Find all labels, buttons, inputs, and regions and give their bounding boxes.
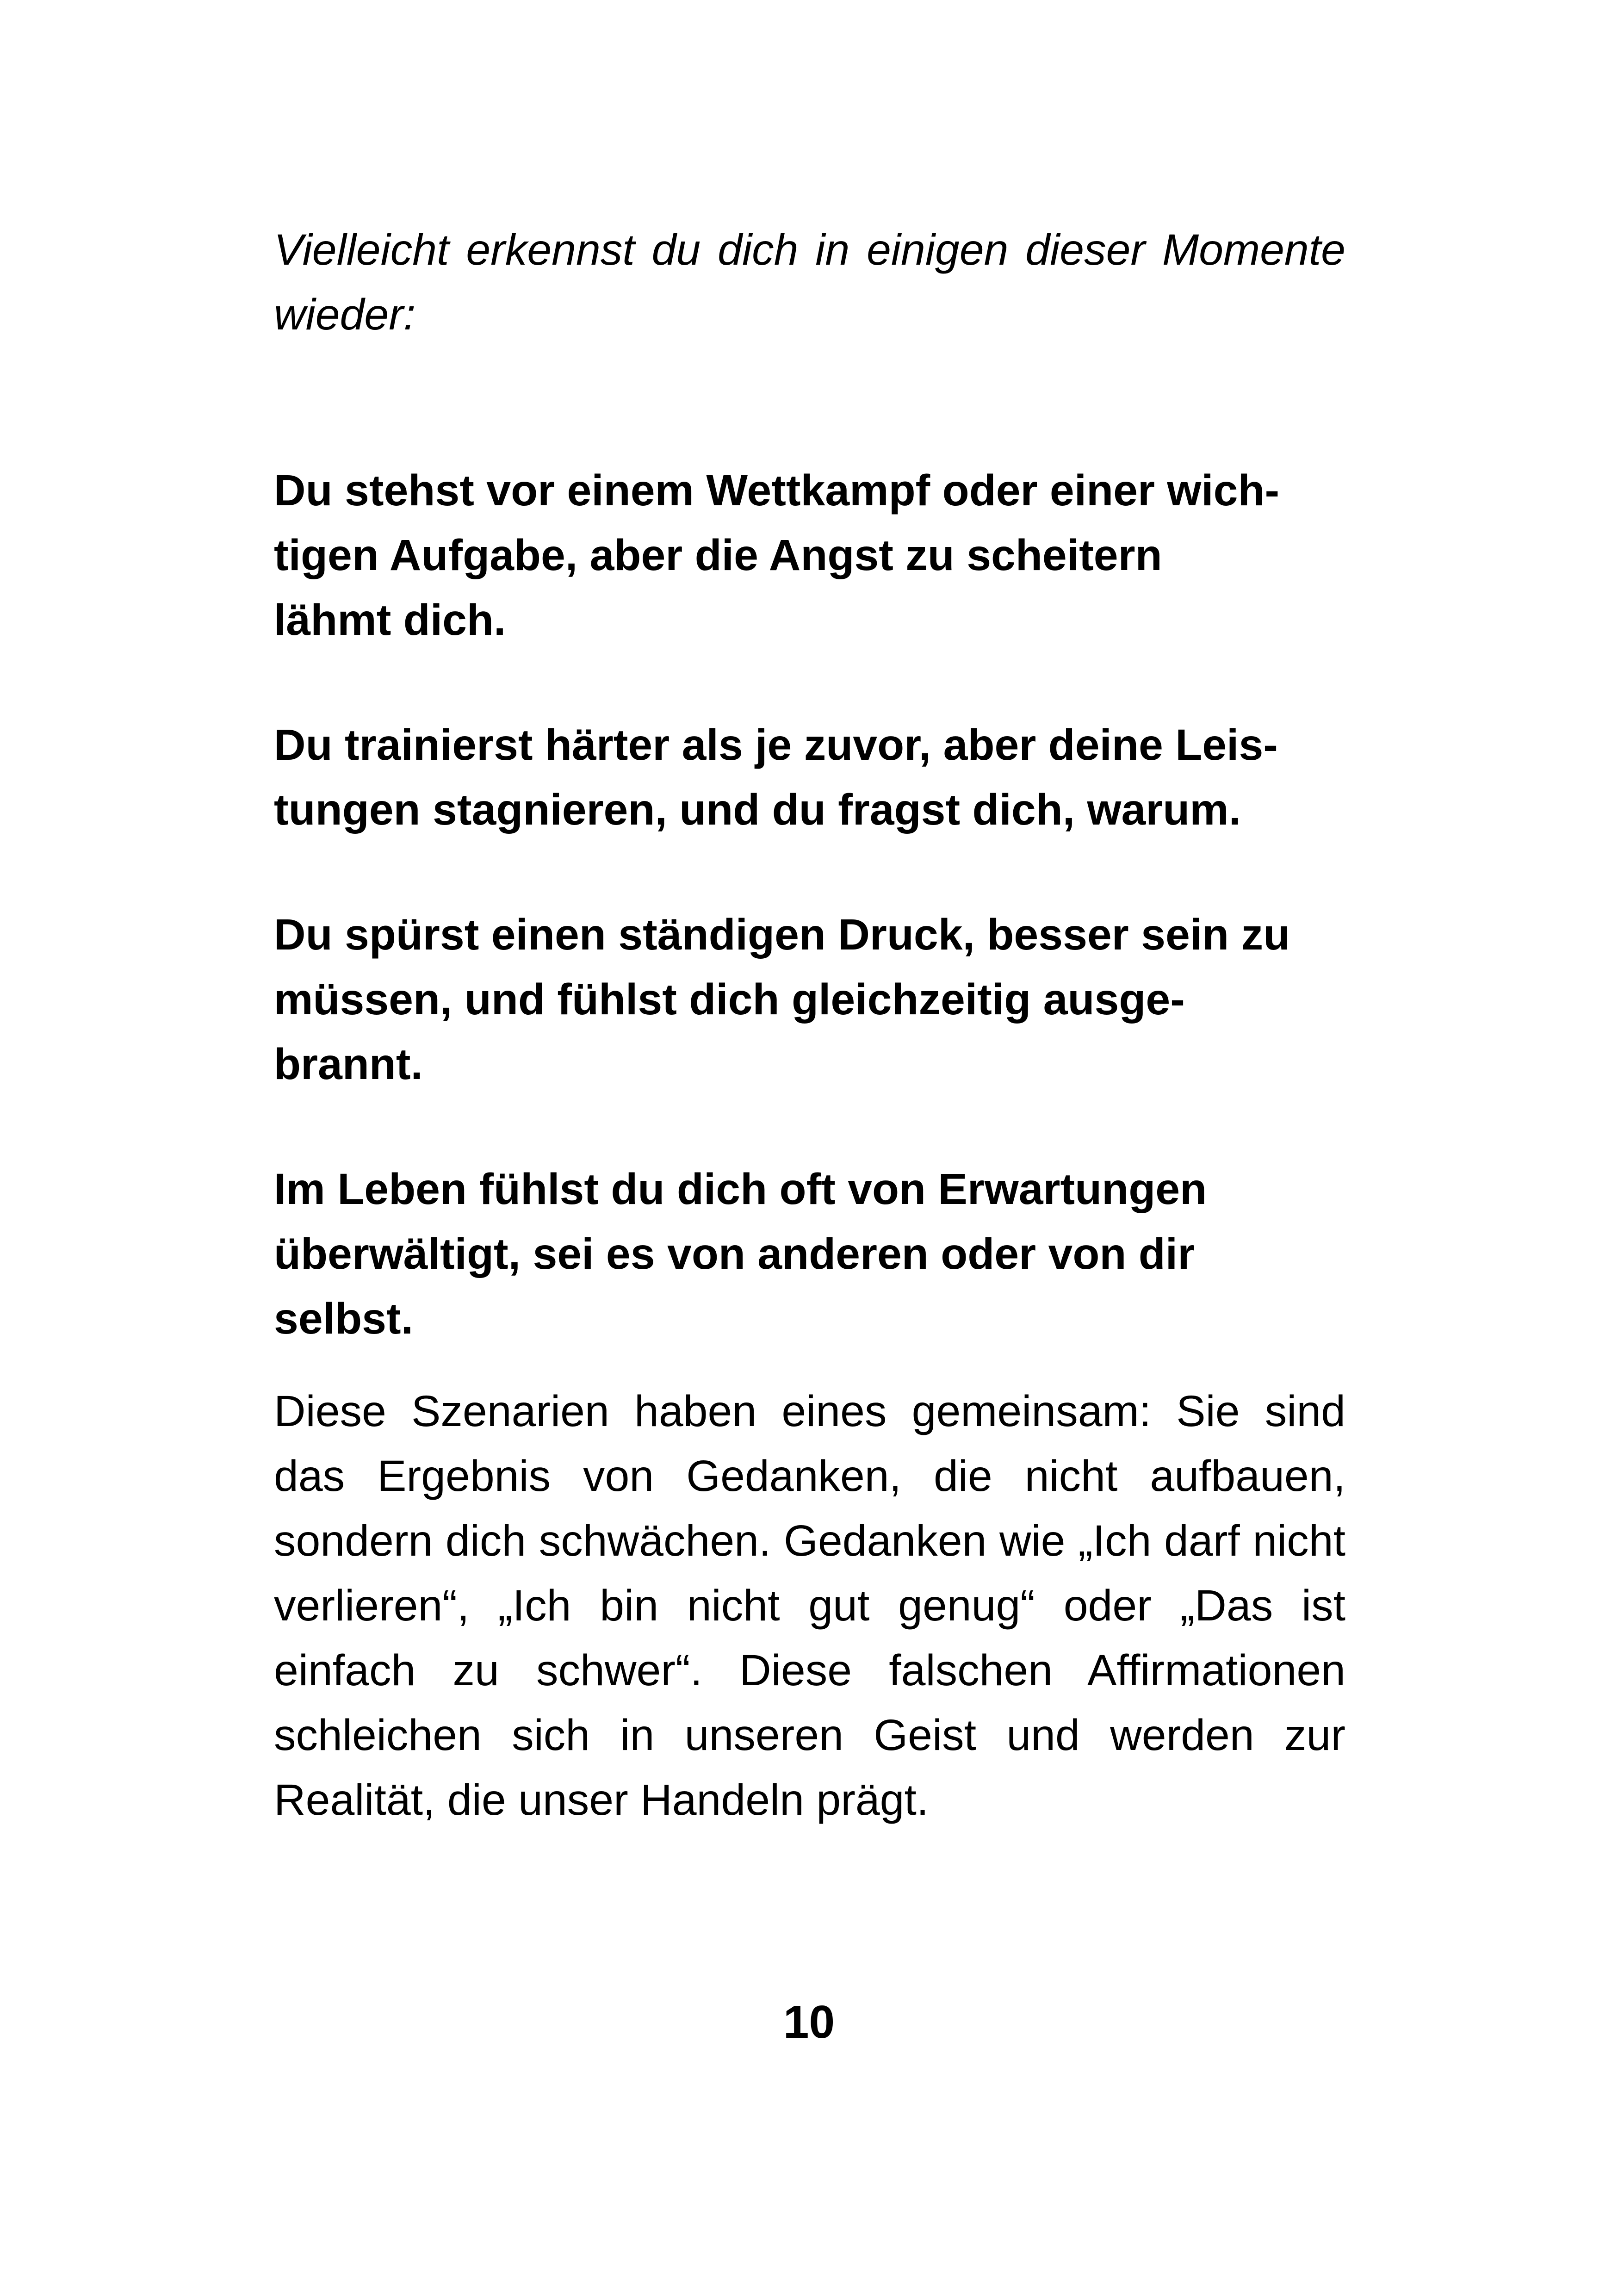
scenario-line: Du trainierst härter als je zuvor, aber deine Leis- xyxy=(274,720,1278,769)
scenario-line: lähmt dich. xyxy=(274,596,506,645)
scenario-line: tigen Aufgabe, aber die Angst zu scheitern xyxy=(274,531,1162,580)
scenario-paragraph xyxy=(274,902,1345,1097)
scenario-paragraph xyxy=(274,713,1345,842)
body-paragraph: Diese Szenarien haben eines gemeinsam: Sie sind das Ergebnis von Gedanken, die nicht aufbauen, sondern dich schwächen. Gedanken wie „Ich darf nicht verlieren“, „Ich bin nicht gut genug“ oder „Das ist einfach zu schwer“. Diese falschen Affirmationen schleichen sich in unseren Geist und werden zur Realität, die unser Handeln prägt. xyxy=(274,1387,1345,1824)
scenario-line: überwältigt, sei es von anderen oder von dir xyxy=(274,1229,1195,1278)
scenario-line: müssen, und fühlst dich gleichzeitig ausge- xyxy=(274,975,1185,1024)
scenario-line: tungen stagnieren, und du fragst dich, warum. xyxy=(274,785,1241,834)
scenario-line: brannt. xyxy=(274,1040,423,1089)
scenario-line: selbst. xyxy=(274,1294,413,1343)
scenario-line: Du spürst einen ständigen Druck, besser sein zu xyxy=(274,910,1290,959)
scenario-paragraph xyxy=(274,458,1345,652)
page-number: 10 xyxy=(783,1996,835,2048)
intro-paragraph: Vielleicht erkennst du dich in einigen dieser Momente wieder: xyxy=(274,225,1345,339)
scenario-paragraph xyxy=(274,1157,1345,1351)
scenario-line: Im Leben fühlst du dich oft von Erwartungen xyxy=(274,1165,1207,1214)
scenario-line: Du stehst vor einem Wettkampf oder einer wich- xyxy=(274,466,1280,515)
